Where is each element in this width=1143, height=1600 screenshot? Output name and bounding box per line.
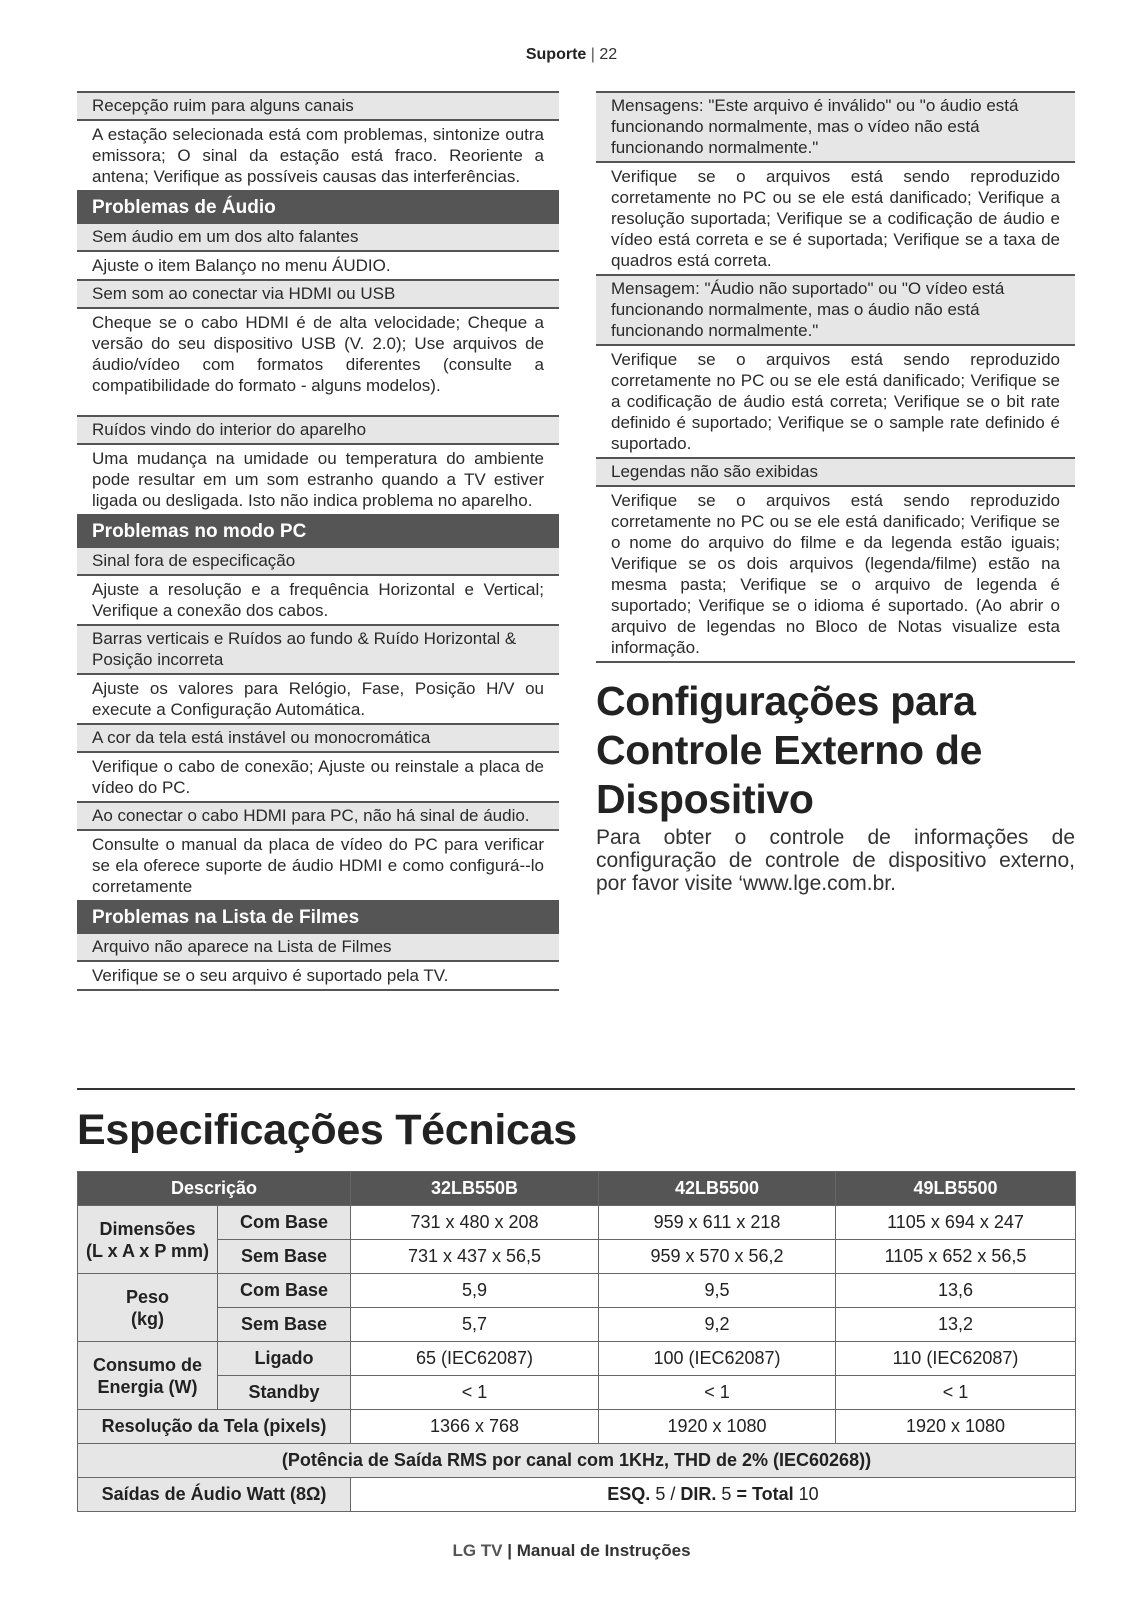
table-row [78, 1478, 1076, 1512]
table-cell: 731 x 480 x 208 [351, 1206, 599, 1240]
answer-row: Verifique se o seu arquivo é suportado pela TV. [77, 960, 559, 991]
config-title-line: Configurações para [596, 678, 976, 724]
question-row: Barras verticais e Ruídos ao fundo & Ruído Horizontal & Posição incorreta [77, 624, 559, 673]
config-title [596, 677, 1075, 824]
footer-separator: | [507, 1541, 512, 1560]
specs-title: Especificações Técnicas [77, 1106, 577, 1154]
row-label: Sem Base [218, 1240, 351, 1274]
question-row: Sem áudio em um dos alto falantes [77, 222, 559, 250]
table-cell: 9,5 [599, 1274, 836, 1308]
row-label: Standby [218, 1376, 351, 1410]
group-label-power [78, 1342, 218, 1410]
section-divider [77, 1088, 1075, 1090]
table-cell: 1105 x 652 x 56,5 [836, 1240, 1076, 1274]
table-cell: 731 x 437 x 56,5 [351, 1240, 599, 1274]
answer-row: Verifique se o arquivos está sendo reproduzido corretamente no PC ou se ele está danificado; Verifique a resolução suportada; Verifique se a codificação de áudio e vídeo está correta e se é suportada; Verifique se a taxa de quadros está correta. [596, 161, 1075, 274]
question-row: Ruídos vindo do interior do aparelho [77, 415, 559, 443]
equals: = [736, 1484, 747, 1504]
question-row: Ao conectar o cabo HDMI para PC, não há sinal de áudio. [77, 801, 559, 829]
question-row: Recepção ruim para alguns canais [77, 91, 559, 119]
question-row: Mensagens: "Este arquivo é inválido" ou "o áudio está funcionando normalmente, mas o vídeo não está funcionando normalmente." [596, 91, 1075, 161]
table-cell: 1366 x 768 [351, 1410, 599, 1444]
question-row: Sinal fora de especificação [77, 546, 559, 574]
group-label-weight [78, 1274, 218, 1342]
table-row [78, 1410, 1076, 1444]
table-row [78, 1376, 1076, 1410]
table-row [78, 1308, 1076, 1342]
table-row [78, 1206, 1076, 1240]
group-label-line: (kg) [131, 1308, 164, 1329]
group-label-dimensions [78, 1206, 218, 1274]
table-cell: 13,6 [836, 1274, 1076, 1308]
total-value: 10 [798, 1484, 819, 1504]
config-title-line: Controle Externo de [596, 727, 983, 773]
group-label-line: Energia (W) [97, 1376, 198, 1397]
section-heading-pc: Problemas no modo PC [77, 514, 559, 546]
specs-table [77, 1171, 1076, 1512]
table-row [78, 1342, 1076, 1376]
audio-output-value [351, 1478, 1076, 1512]
group-label-line: Peso [125, 1286, 170, 1307]
table-row [78, 1240, 1076, 1274]
row-label: Sem Base [218, 1308, 351, 1342]
total-label: Total [751, 1484, 794, 1504]
group-label-line: (L x A x P mm) [85, 1240, 210, 1261]
section-heading-audio: Problemas de Áudio [77, 190, 559, 222]
group-label-line: Dimensões [99, 1218, 196, 1239]
table-cell: < 1 [351, 1376, 599, 1410]
table-cell: 13,2 [836, 1308, 1076, 1342]
header-section: Suporte [525, 46, 587, 63]
row-label: Resolução da Tela (pixels) [78, 1410, 351, 1444]
question-row: Arquivo não aparece na Lista de Filmes [77, 932, 559, 960]
question-row: Mensagem: "Áudio não suportado" ou "O vídeo está funcionando normalmente, mas o áudio não está funcionando normalmente." [596, 274, 1075, 344]
question-row: Sem som ao conectar via HDMI ou USB [77, 279, 559, 307]
answer-row: Consulte o manual da placa de vídeo do PC para verificar se ela oferece suporte de áudio HDMI e como configurá--lo corretamente [77, 829, 559, 900]
header-model: 42LB5500 [599, 1172, 836, 1206]
group-label-line: Consumo de [92, 1354, 202, 1375]
right-column [596, 91, 1075, 895]
header-model: 49LB5500 [836, 1172, 1076, 1206]
table-cell: 110 (IEC62087) [836, 1342, 1076, 1376]
table-cell: 5,7 [351, 1308, 599, 1342]
table-cell: 100 (IEC62087) [599, 1342, 836, 1376]
table-row [78, 1444, 1076, 1478]
answer-row: Ajuste os valores para Relógio, Fase, Posição H/V ou execute a Configuração Automática. [77, 673, 559, 723]
row-label: Com Base [218, 1274, 351, 1308]
table-cell: 959 x 611 x 218 [599, 1206, 836, 1240]
answer-row: Cheque se o cabo HDMI é de alta velocidade; Cheque a versão do seu dispositivo USB (V. 2.0); Use arquivos de áudio/vídeo com formatos diferentes (consulte a compatibilidade do formato - alguns modelos). [77, 307, 559, 415]
answer-row: Verifique o cabo de conexão; Ajuste ou reinstale a placa de vídeo do PC. [77, 751, 559, 801]
answer-row: Verifique se o arquivos está sendo reproduzido corretamente no PC ou se ele está danificado; Verifique se a codificação de áudio está correta; Verifique se o bit rate definido é suportado; Verifique se o sample rate definido é suportado. [596, 344, 1075, 457]
answer-row: Ajuste a resolução e a frequência Horizontal e Vertical; Verifique a conexão dos cabos. [77, 574, 559, 624]
footer-brand: LG TV [452, 1541, 503, 1560]
table-cell: 1920 x 1080 [599, 1410, 836, 1444]
table-cell: < 1 [836, 1376, 1076, 1410]
table-cell: 5,9 [351, 1274, 599, 1308]
answer-row: A estação selecionada está com problemas, sintonize outra emissora; O sinal da estação está fraco. Reoriente a antena; Verifique as possíveis causas das interferências. [77, 119, 559, 190]
table-cell: 9,2 [599, 1308, 836, 1342]
table-cell: 959 x 570 x 56,2 [599, 1240, 836, 1274]
table-cell: 1920 x 1080 [836, 1410, 1076, 1444]
esq-value: 5 [655, 1484, 666, 1504]
header-page-number: 22 [599, 46, 618, 63]
header-model: 32LB550B [351, 1172, 599, 1206]
table-header-row [78, 1172, 1076, 1206]
row-label: Ligado [218, 1342, 351, 1376]
config-text: Para obter o controle de informações de configuração de controle de dispositivo externo, por favor visite ‘www.lge.com.br. [596, 826, 1075, 895]
page-header [0, 46, 1143, 64]
config-title-line: Dispositivo [596, 776, 814, 822]
row-label: Saídas de Áudio Watt (8Ω) [78, 1478, 351, 1512]
page-footer [0, 1541, 1143, 1561]
answer-row: Uma mudança na umidade ou temperatura do ambiente pode resultar em um som estranho quando a TV estiver ligada ou desligada. Isto não indica problema no aparelho. [77, 443, 559, 514]
table-row [78, 1274, 1076, 1308]
row-label: Com Base [218, 1206, 351, 1240]
question-row: Legendas não são exibidas [596, 457, 1075, 485]
dir-label: DIR. [680, 1484, 717, 1504]
question-row: A cor da tela está instável ou monocromática [77, 723, 559, 751]
left-column [77, 91, 559, 991]
table-cell: 65 (IEC62087) [351, 1342, 599, 1376]
footer-manual: Manual de Instruções [516, 1541, 691, 1560]
answer-row: Verifique se o arquivos está sendo reproduzido corretamente no PC ou se ele está danificado; Verifique se o nome do arquivo do filme e da legenda estão iguais; Verifique se os dois arquivos (legenda/filme) estão na mesma pasta; Verifique se o arquivo de legenda é suportado; Verifique se o idioma é suportado. (Ao abrir o arquivo de legendas no Bloco de Notas visualize esta informação. [596, 485, 1075, 663]
section-heading-movies: Problemas na Lista de Filmes [77, 900, 559, 932]
answer-row: Ajuste o item Balanço no menu ÁUDIO. [77, 250, 559, 279]
audio-note: (Potência de Saída RMS por canal com 1KHz, THD de 2% (IEC60268)) [78, 1444, 1076, 1478]
table-cell: < 1 [599, 1376, 836, 1410]
esq-label: ESQ. [607, 1484, 651, 1504]
slash: / [670, 1484, 676, 1504]
table-cell: 1105 x 694 x 247 [836, 1206, 1076, 1240]
header-separator: | [590, 46, 595, 63]
dir-value: 5 [721, 1484, 732, 1504]
header-description: Descrição [78, 1172, 351, 1206]
